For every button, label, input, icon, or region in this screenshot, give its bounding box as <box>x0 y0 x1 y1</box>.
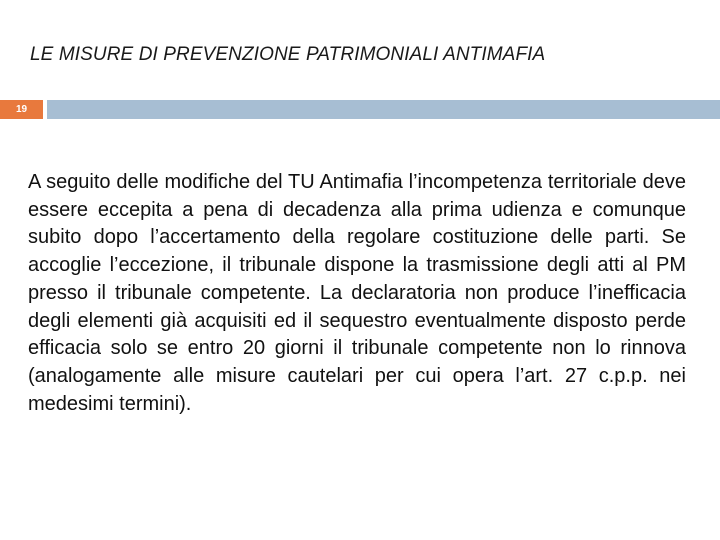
slide-title: LE MISURE DI PREVENZIONE PATRIMONIALI ANTIMAFIA <box>30 44 546 65</box>
slide-body-text: A seguito delle modifiche del TU Antimafia l’incompetenza territoriale deve essere eccepita a pena di decadenza alla prima udienza e comunque subito dopo l’accertamento della regolare costituzione delle parti. Se accoglie l’eccezione, il tribunale dispone la trasmissione degli atti al PM presso il tribunale competente. La declaratoria non produce l’inefficacia degli elementi già acquisiti ed il sequestro eventualmente disposto perde efficacia solo se entro 20 giorni il tribunale competente non lo rinnova (analogamente alle misure cautelari per cui opera l’art. 27 c.p.p. nei medesimi termini). <box>28 171 686 415</box>
header-bar <box>0 100 720 119</box>
header-band <box>47 100 720 119</box>
page-number-badge: 19 <box>0 100 43 119</box>
